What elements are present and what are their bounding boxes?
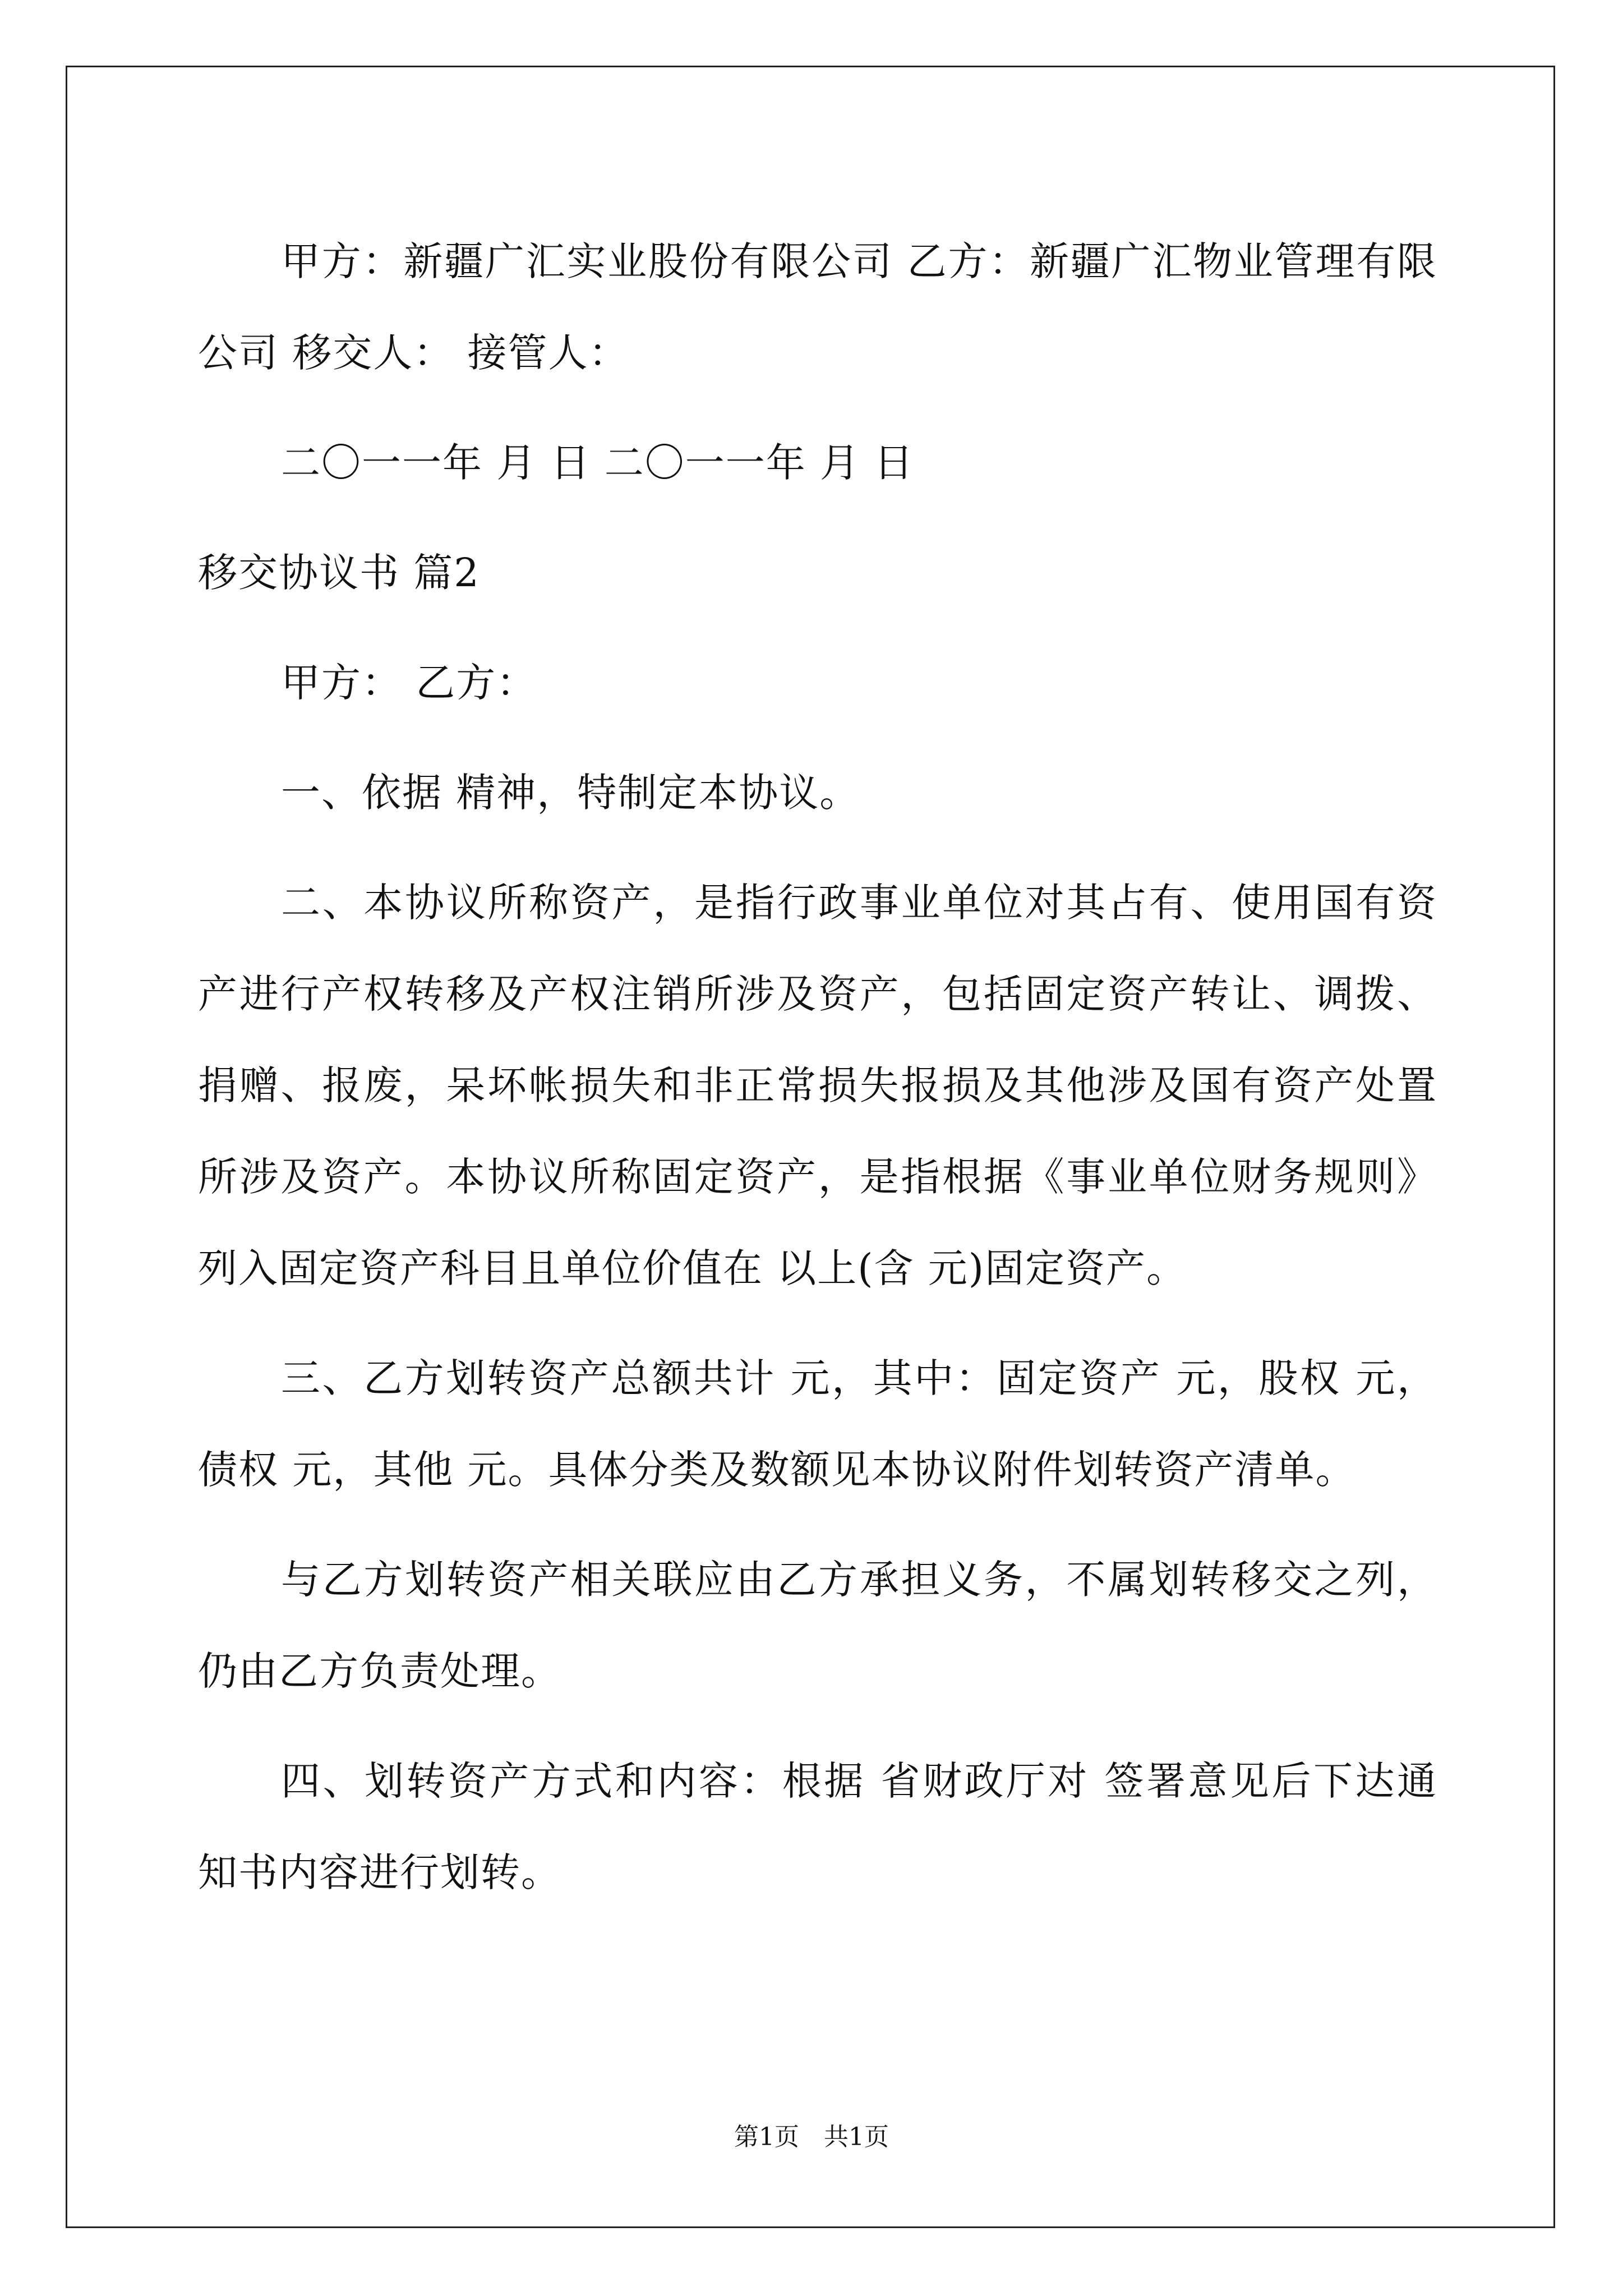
document-body [198, 216, 1437, 1937]
paragraph-parties: 甲方：新疆广汇实业股份有限公司 乙方：新疆广汇物业管理有限公司 移交人： 接管人： [198, 238, 1437, 376]
clause-3-note: 与乙方划转资产相关联应由乙方承担义务，不属划转移交之列，仍由乙方负责处理。 [198, 1557, 1437, 1694]
clause-3: 三、乙方划转资产总额共计 元，其中：固定资产 元，股权 元，债权 元，其他 元。具体分类及数额见本协议附件划转资产清单。 [198, 1355, 1437, 1493]
clause-1: 一、依据 精神，特制定本协议。 [281, 770, 860, 816]
page-number-footer: 第1页 共1页 [734, 2123, 889, 2151]
paragraph-parties-2: 甲方： 乙方： [281, 660, 537, 706]
section-heading: 移交协议书 篇2 [198, 550, 480, 596]
paragraph-dates: 二〇一一年 月 日 二〇一一年 月 日 [281, 440, 915, 486]
clause-2: 二、本协议所称资产，是指行政事业单位对其占有、使用国有资产进行产权转移及产权注销所涉及资产，包括固定资产转让、调拨、捐赠、报废，呆坏帐损失和非正常损失报损及其他涉及国有资产处置所涉及资产。本协议所称固定资产，是指根据《事业单位财务规则》列入固定资产科目且单位价值在 以上(含 元)固定资产。 [198, 880, 1437, 1291]
clause-4: 四、划转资产方式和内容：根据 省财政厅对 签署意见后下达通知书内容进行划转。 [198, 1758, 1437, 1895]
